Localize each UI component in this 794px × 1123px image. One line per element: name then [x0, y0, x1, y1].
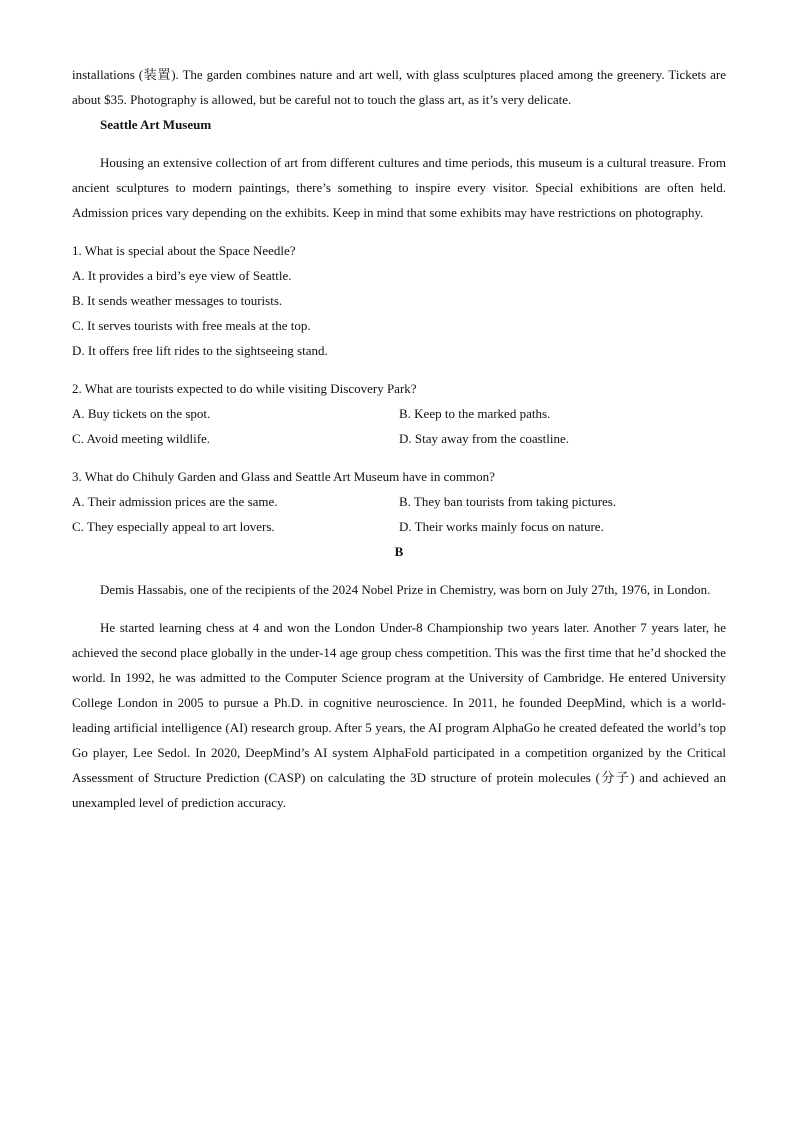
option-a: A. Their admission prices are the same. [72, 494, 278, 509]
question-3 [72, 464, 726, 539]
question-stem: 3. What do Chihuly Garden and Glass and Seattle Art Museum have in common? [72, 469, 495, 484]
option-a: A. It provides a bird’s eye view of Seattle. [72, 268, 292, 283]
option-b: B. Keep to the marked paths. [399, 406, 551, 421]
option-c: C. Avoid meeting wildlife. [72, 431, 211, 446]
option-row [72, 514, 726, 539]
museum-heading: Seattle Art Museum [100, 117, 212, 132]
option-c: C. They especially appeal to art lovers. [72, 519, 275, 534]
option-b: B. It sends weather messages to tourists. [72, 293, 283, 308]
museum-paragraph: Housing an extensive collection of art from different cultures and time periods, this museum is a cultural treasure. From ancient sculptures to modern paintings, there’s something to inspire every visitor. Special exhibitions are often held. Admission prices vary depending on the exhibits. Keep in mind that some exhibits may have restrictions on photography. [72, 155, 726, 220]
section-b-paragraph-1: Demis Hassabis, one of the recipients of the 2024 Nobel Prize in Chemistry, was born on July 27th, 1976, in London. [100, 582, 711, 597]
document-page [72, 62, 726, 815]
question-stem: 2. What are tourists expected to do while visiting Discovery Park? [72, 381, 417, 396]
question-stem: 1. What is special about the Space Needle? [72, 243, 296, 258]
question-1 [72, 238, 726, 363]
option-row [72, 489, 726, 514]
intro-paragraph: installations (装置). The garden combines nature and art well, with glass sculptures placed among the greenery. Tickets are about $35. Photography is allowed, but be careful not to touch the glass art, as it’s very delicate. [72, 67, 726, 107]
section-b-title: B [394, 544, 404, 559]
option-d: D. Stay away from the coastline. [399, 431, 570, 446]
option-a: A. Buy tickets on the spot. [72, 406, 211, 421]
section-b-paragraph-2: He started learning chess at 4 and won the London Under-8 Championship two years later. Another 7 years later, he achieved the second place globally in the under-14 age group chess competition. This was the first time that he’d shocked the world. In 1992, he was admitted to the Computer Science program at the University of Cambridge. He entered University College London in 2005 to pursue a Ph.D. in cognitive neuroscience. In 2011, he founded DeepMind, which is a world-leading artificial intelligence (AI) research group. After 5 years, the AI program AlphaGo he created defeated the world’s top Go player, Lee Sedol. In 2020, DeepMind’s AI system AlphaFold participated in a competition organized by the Critical Assessment of Structure Prediction (CASP) on calculating the 3D structure of protein molecules (分子) and achieved an unexampled level of prediction accuracy. [72, 620, 726, 810]
option-c: C. It serves tourists with free meals at the top. [72, 318, 311, 333]
option-d: D. It offers free lift rides to the sightseeing stand. [72, 343, 328, 358]
option-d: D. Their works mainly focus on nature. [399, 519, 604, 534]
option-b: B. They ban tourists from taking pictures. [399, 494, 617, 509]
option-row [72, 426, 726, 451]
option-row [72, 401, 726, 426]
question-2 [72, 376, 726, 451]
